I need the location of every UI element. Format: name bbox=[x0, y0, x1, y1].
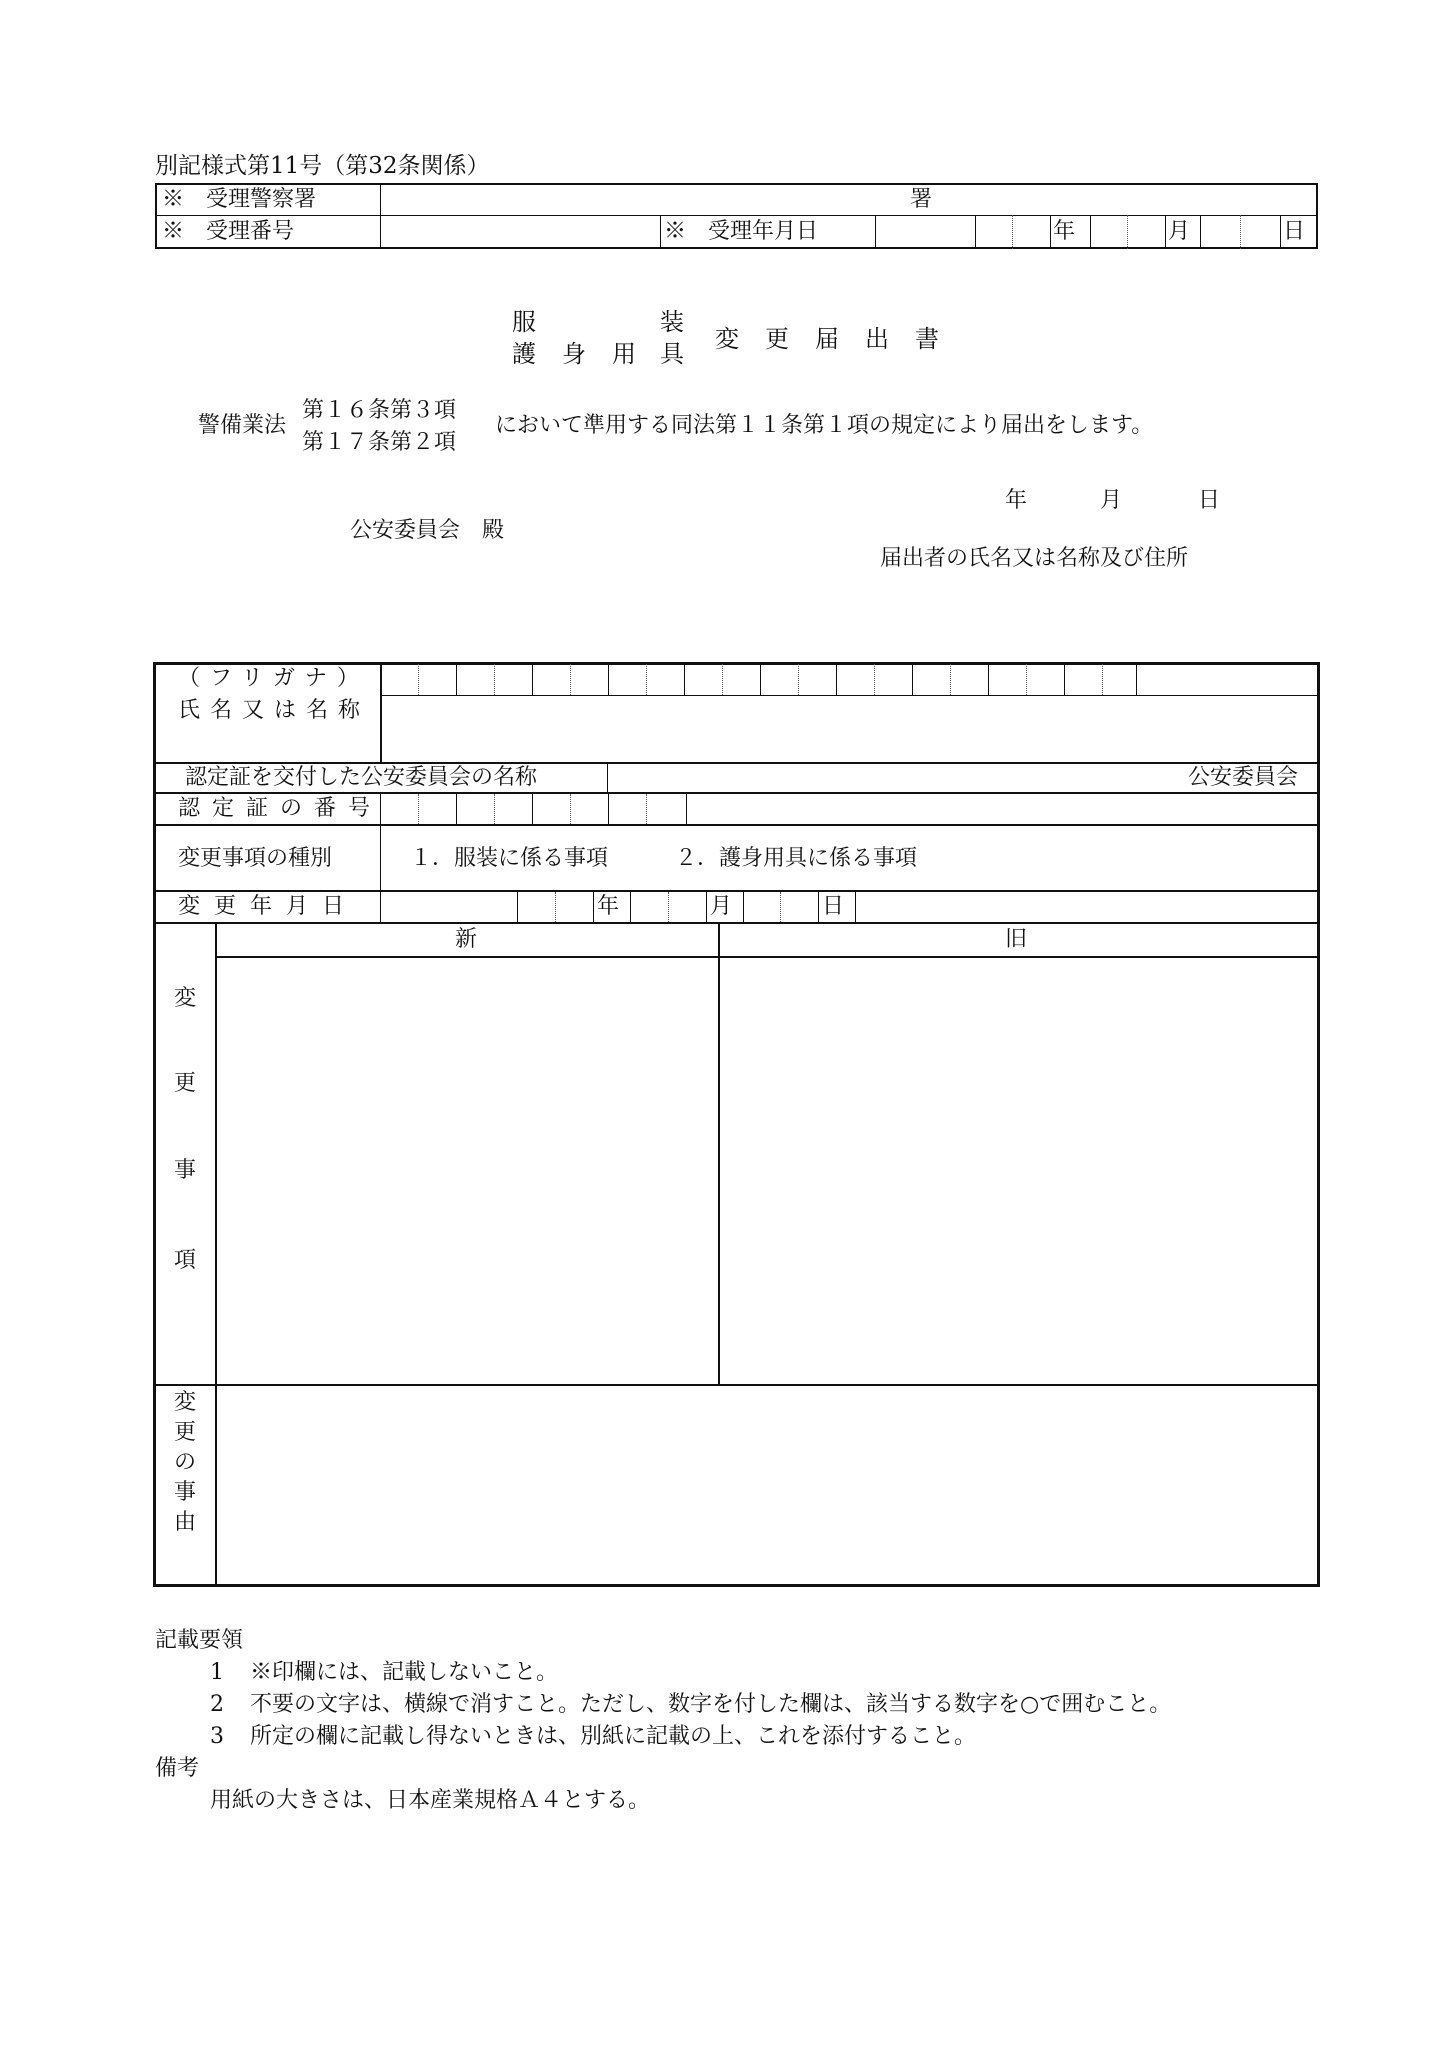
reason-content-area[interactable] bbox=[218, 1387, 1318, 1584]
date-month: 月 bbox=[1100, 488, 1123, 513]
remarks-text: 用紙の大きさは、日本産業規格Ａ４とする。 bbox=[210, 1788, 651, 1813]
new-content-area[interactable] bbox=[218, 958, 716, 1382]
article-1: 第１６条第３項 bbox=[302, 398, 457, 423]
article-2: 第１７条第２項 bbox=[302, 430, 457, 455]
title-char: 変 bbox=[715, 325, 739, 353]
instruction-num: 3 bbox=[210, 1724, 224, 1749]
reception-month: 月 bbox=[1168, 219, 1191, 244]
title-fuku: 服 bbox=[512, 308, 536, 336]
title-char: 書 bbox=[915, 325, 939, 353]
change-date-day: 日 bbox=[822, 894, 845, 919]
changes-label-char: 事 bbox=[173, 1158, 196, 1183]
title-char: 用 bbox=[612, 340, 636, 368]
new-label: 新 bbox=[455, 927, 478, 952]
reception-number-label: ※ 受理番号 bbox=[162, 219, 295, 244]
name-label: 氏名又は名称 bbox=[178, 698, 371, 723]
title-char: 身 bbox=[562, 340, 586, 368]
statement-text: において準用する同法第１１条第１項の規定により届出をします。 bbox=[495, 413, 1154, 438]
instruction-text: 不要の文字は、横線で消すこと。ただし、数字を付した欄は、該当する数字を○で囲むこと。 bbox=[250, 1692, 1172, 1717]
change-date-month: 月 bbox=[710, 894, 733, 919]
changes-label-char: 変 bbox=[173, 986, 196, 1011]
furigana-label: （フリガナ） bbox=[178, 666, 369, 691]
commission-suffix: 公安委員会 bbox=[1188, 765, 1299, 790]
change-date-label: 変更年月日 bbox=[178, 894, 359, 919]
change-option-clothing[interactable]: １．服装に係る事項 bbox=[410, 846, 609, 871]
old-content-area[interactable] bbox=[721, 958, 1318, 1382]
old-label: 旧 bbox=[1005, 927, 1028, 952]
title-char: 更 bbox=[765, 325, 789, 353]
changes-label-char: 項 bbox=[173, 1248, 196, 1273]
station-suffix: 署 bbox=[910, 187, 933, 212]
change-option-equipment[interactable]: ２．護身用具に係る事項 bbox=[675, 846, 918, 871]
cert-number-label: 認定証の番号 bbox=[178, 796, 383, 821]
changes-label-char: 更 bbox=[173, 1071, 196, 1096]
addressee: 公安委員会 殿 bbox=[350, 518, 505, 543]
commission-label: 認定証を交付した公安委員会の名称 bbox=[185, 765, 538, 790]
date-year: 年 bbox=[1005, 488, 1028, 513]
remarks-heading: 備考 bbox=[155, 1756, 200, 1781]
change-date-year: 年 bbox=[597, 894, 620, 919]
form-id: 別記様式第11号（第32条関係） bbox=[155, 153, 490, 179]
title-char: 具 bbox=[660, 340, 684, 368]
station-label: ※ 受理警察署 bbox=[162, 187, 317, 212]
instruction-text: 所定の欄に記載し得ないときは、別紙に記載の上、これを添付すること。 bbox=[250, 1724, 977, 1749]
applicant-label: 届出者の氏名又は名称及び住所 bbox=[880, 546, 1189, 571]
reason-label-char: の bbox=[173, 1450, 196, 1475]
change-type-label: 変更事項の種別 bbox=[178, 846, 333, 871]
reception-day: 日 bbox=[1283, 219, 1306, 244]
title-char: 届 bbox=[815, 325, 839, 353]
title-sou: 装 bbox=[660, 308, 684, 336]
reason-label-char: 由 bbox=[173, 1510, 196, 1535]
title-char: 護 bbox=[512, 340, 536, 368]
reception-year: 年 bbox=[1053, 219, 1076, 244]
law-name: 警備業法 bbox=[198, 413, 287, 438]
reason-label-char: 事 bbox=[173, 1480, 196, 1505]
reception-date-label: ※ 受理年月日 bbox=[664, 219, 819, 244]
reason-label-char: 更 bbox=[173, 1420, 196, 1445]
instruction-text: ※印欄には、記載しないこと。 bbox=[250, 1660, 559, 1685]
instruction-num: 2 bbox=[210, 1692, 224, 1717]
instruction-num: 1 bbox=[210, 1660, 224, 1685]
instructions-heading: 記載要領 bbox=[155, 1628, 244, 1653]
date-day: 日 bbox=[1198, 488, 1221, 513]
reason-label-char: 変 bbox=[173, 1390, 196, 1415]
title-char: 出 bbox=[865, 325, 889, 353]
